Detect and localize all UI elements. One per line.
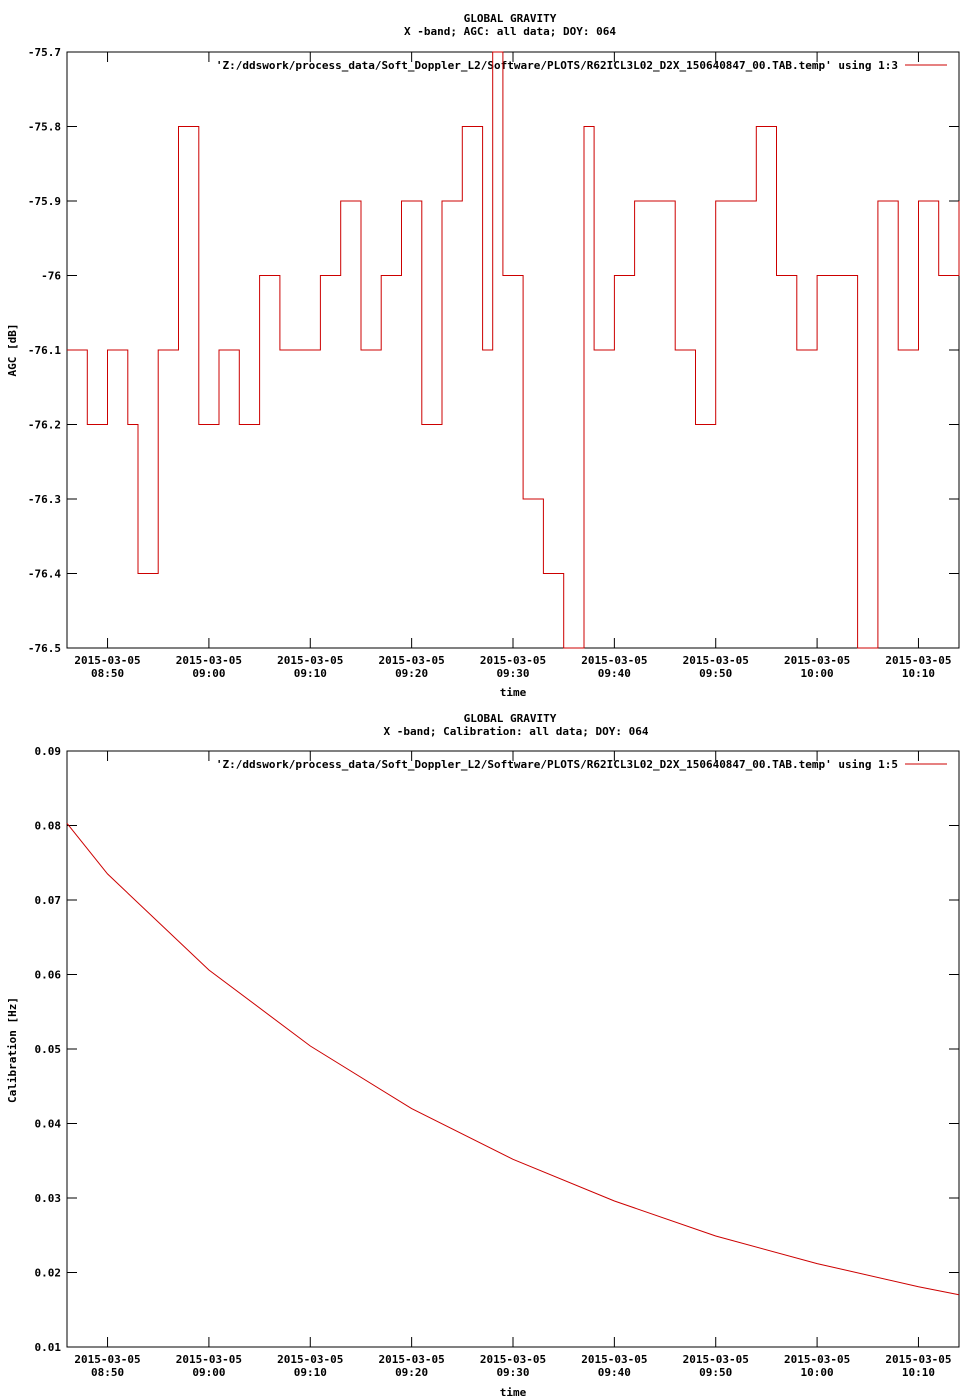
- y-tick-label: -76.4: [27, 567, 61, 581]
- series-group: [67, 52, 959, 648]
- x-tick-time: 09:50: [699, 1366, 733, 1379]
- x-tick-date: 2015-03-05: [783, 1353, 851, 1366]
- y-axis-ticks: [35, 745, 960, 1354]
- x-tick-time: 09:40: [597, 1366, 631, 1379]
- legend-label: 'Z:/ddswork/process_data/Soft_Doppler_L2/Software/PLOTS/R62ICL3L02_D2X_150640847_00.TAB.temp' using 1:5: [215, 758, 898, 771]
- y-axis-label: Calibration [Hz]: [6, 997, 19, 1103]
- y-tick-label: 0.05: [34, 1043, 61, 1056]
- x-tick-date: 2015-03-05: [175, 1353, 243, 1366]
- y-tick-label: 0.03: [34, 1192, 61, 1205]
- x-tick-date: 2015-03-05: [277, 1353, 344, 1366]
- x-tick-date: 2015-03-05: [479, 1353, 547, 1366]
- x-axis-ticks: [74, 52, 951, 680]
- x-tick-date: 2015-03-05: [885, 654, 952, 667]
- x-tick-time: 09:00: [192, 1366, 226, 1379]
- y-tick-label: 0.02: [34, 1266, 61, 1280]
- x-tick-time: 10:10: [901, 1366, 936, 1379]
- chart-subtitle: X -band; AGC: all data; DOY: 064: [404, 25, 616, 38]
- x-tick-date: 2015-03-05: [378, 1353, 445, 1366]
- x-tick-date: 2015-03-05: [581, 1353, 648, 1366]
- x-tick-time: 09:10: [293, 667, 327, 680]
- y-tick-label: 0.09: [34, 745, 61, 758]
- x-tick-time: 09:50: [699, 667, 733, 680]
- x-axis-label: time: [499, 686, 527, 699]
- agc-chart: [6, 12, 959, 699]
- x-tick-time: 10:10: [901, 667, 936, 680]
- plot-area-border: [67, 751, 959, 1347]
- x-tick-time: 09:30: [496, 1366, 530, 1379]
- x-tick-date: 2015-03-05: [175, 654, 243, 667]
- chart-title: GLOBAL GRAVITY: [463, 712, 557, 725]
- x-tick-time: 10:00: [800, 1366, 834, 1379]
- x-tick-time: 09:20: [395, 667, 429, 680]
- y-tick-label: 0.04: [34, 1117, 61, 1131]
- y-tick-label: -76.3: [27, 493, 61, 506]
- legend-label: 'Z:/ddswork/process_data/Soft_Doppler_L2/Software/PLOTS/R62ICL3L02_D2X_150640847_00.TAB.temp' using 1:3: [215, 59, 898, 72]
- x-tick-date: 2015-03-05: [378, 654, 445, 667]
- y-tick-label: -75.9: [27, 195, 61, 208]
- y-tick-label: -75.7: [27, 46, 61, 59]
- x-tick-time: 10:00: [800, 667, 834, 680]
- chart-subtitle: X -band; Calibration: all data; DOY: 064: [383, 725, 649, 738]
- x-tick-date: 2015-03-05: [479, 654, 547, 667]
- x-tick-date: 2015-03-05: [74, 654, 141, 667]
- x-tick-date: 2015-03-05: [277, 654, 344, 667]
- y-tick-label: 0.07: [34, 894, 61, 907]
- x-tick-date: 2015-03-05: [581, 654, 648, 667]
- x-tick-time: 09:40: [597, 667, 631, 680]
- x-tick-time: 09:30: [496, 667, 530, 680]
- x-tick-time: 08:50: [90, 667, 125, 680]
- y-tick-label: -75.8: [27, 120, 61, 134]
- x-tick-date: 2015-03-05: [682, 654, 749, 667]
- x-tick-date: 2015-03-05: [74, 1353, 141, 1366]
- x-tick-time: 09:00: [192, 667, 226, 680]
- y-axis-label: AGC [dB]: [6, 323, 19, 377]
- x-tick-time: 09:20: [395, 1366, 429, 1379]
- y-tick-label: 0.06: [34, 968, 61, 982]
- series-line: [67, 823, 959, 1295]
- plot-area-border: [67, 52, 959, 648]
- x-axis-ticks: [74, 751, 951, 1379]
- x-tick-time: 09:10: [293, 1366, 327, 1379]
- y-tick-label: -76: [41, 269, 61, 283]
- x-tick-date: 2015-03-05: [783, 654, 851, 667]
- y-tick-label: 0.08: [34, 819, 61, 833]
- x-tick-date: 2015-03-05: [885, 1353, 952, 1366]
- x-tick-time: 08:50: [90, 1366, 125, 1379]
- y-tick-label: -76.2: [27, 418, 61, 432]
- x-tick-date: 2015-03-05: [682, 1353, 749, 1366]
- calibration-chart: [6, 712, 959, 1399]
- y-tick-label: -76.5: [27, 642, 61, 655]
- series-group: [67, 823, 959, 1295]
- chart-title: GLOBAL GRAVITY: [463, 12, 557, 25]
- y-tick-label: -76.1: [27, 344, 61, 357]
- x-axis-label: time: [499, 1386, 527, 1399]
- series-line: [67, 52, 959, 648]
- y-tick-label: 0.01: [34, 1341, 61, 1354]
